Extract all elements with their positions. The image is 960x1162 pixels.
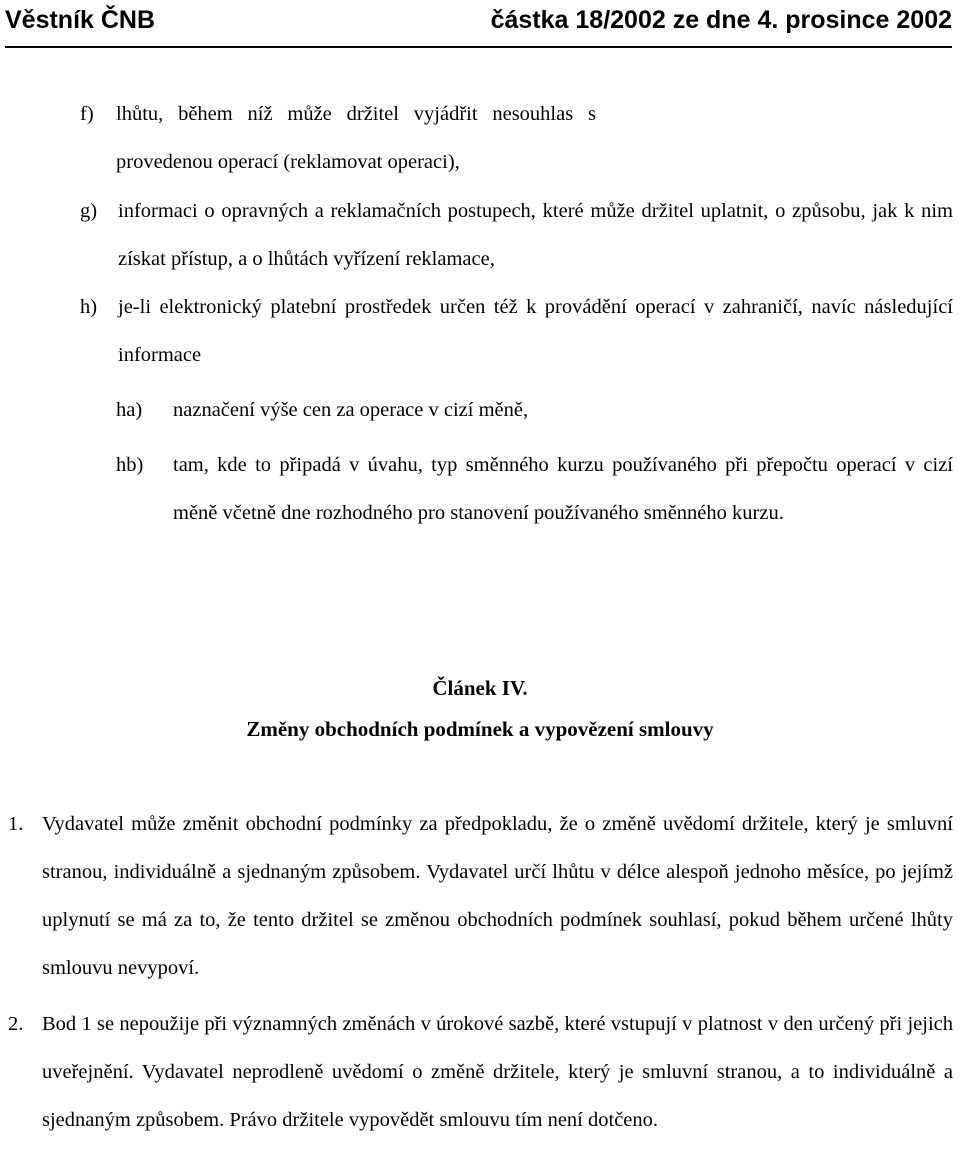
paragraph-1 (8, 800, 953, 992)
list-item-text: je-li elektronický platební prostředek určen též k provádění operací v zahraničí, navíc následující informace (118, 296, 953, 366)
issue-info: částka 18/2002 ze dne 4. prosince 2002 (490, 6, 952, 34)
article-number: Článek IV. (432, 676, 528, 700)
paragraph-number: 1. (8, 813, 24, 835)
article-title: Změny obchodních podmínek a vypovězení smlouvy (246, 717, 714, 741)
paragraph-number: 2. (8, 1013, 24, 1035)
list-item-text: naznačení výše cen za operace v cizí měně, (173, 399, 529, 421)
paragraph-2 (8, 1000, 953, 1144)
list-marker: g) (80, 200, 98, 222)
list-subitem-ha (116, 386, 953, 434)
list-marker: ha) (116, 399, 143, 421)
list-item-text: lhůtu, během níž může držitel vyjádřit nesouhlas s provedenou operací (reklamovat operaci), (116, 103, 596, 173)
list-marker: h) (80, 296, 98, 318)
list-item-h (80, 283, 953, 379)
list-marker: f) (80, 103, 94, 125)
page-header (5, 0, 952, 48)
list-subitem-hb (116, 441, 953, 585)
list-item-text: informaci o opravných a reklamačních postupech, které může držitel uplatnit, o způsobu, jak k nim získat přístup, a o lhůtách vyřízení reklamace, (118, 200, 953, 270)
list-item-text: tam, kde to připadá v úvahu, typ směnného kurzu používaného při přepočtu operací v cizí měně včetně dne rozhodného pro stanovení používaného směnného kurzu. (173, 454, 953, 524)
list-item-f (80, 90, 953, 186)
journal-title: Věstník ČNB (5, 6, 156, 34)
list-marker: hb) (116, 454, 144, 476)
paragraph-text: Vydavatel může změnit obchodní podmínky za předpokladu, že o změně uvědomí držitele, který je smluvní stranou, individuálně a sjednaným způsobem. Vydavatel určí lhůtu v délce alespoň jednoho měsíce, po jejímž uplynutí se má za to, že tento držitel se změnou obchodních podmínek souhlasí, pokud během určené lhůty smlouvu nevypoví. (42, 813, 953, 979)
paragraph-text: Bod 1 se nepoužije při významných změnách v úrokové sazbě, které vstupují v platnost v den určený při jejich uveřejnění. Vydavatel neprodleně uvědomí o změně držitele, který je smluvní stranou, a to individuálně a sjednaným způsobem. Právo držitele vypovědět smlouvu tím není dotčeno. (42, 1013, 953, 1131)
list-item-g (80, 187, 953, 283)
